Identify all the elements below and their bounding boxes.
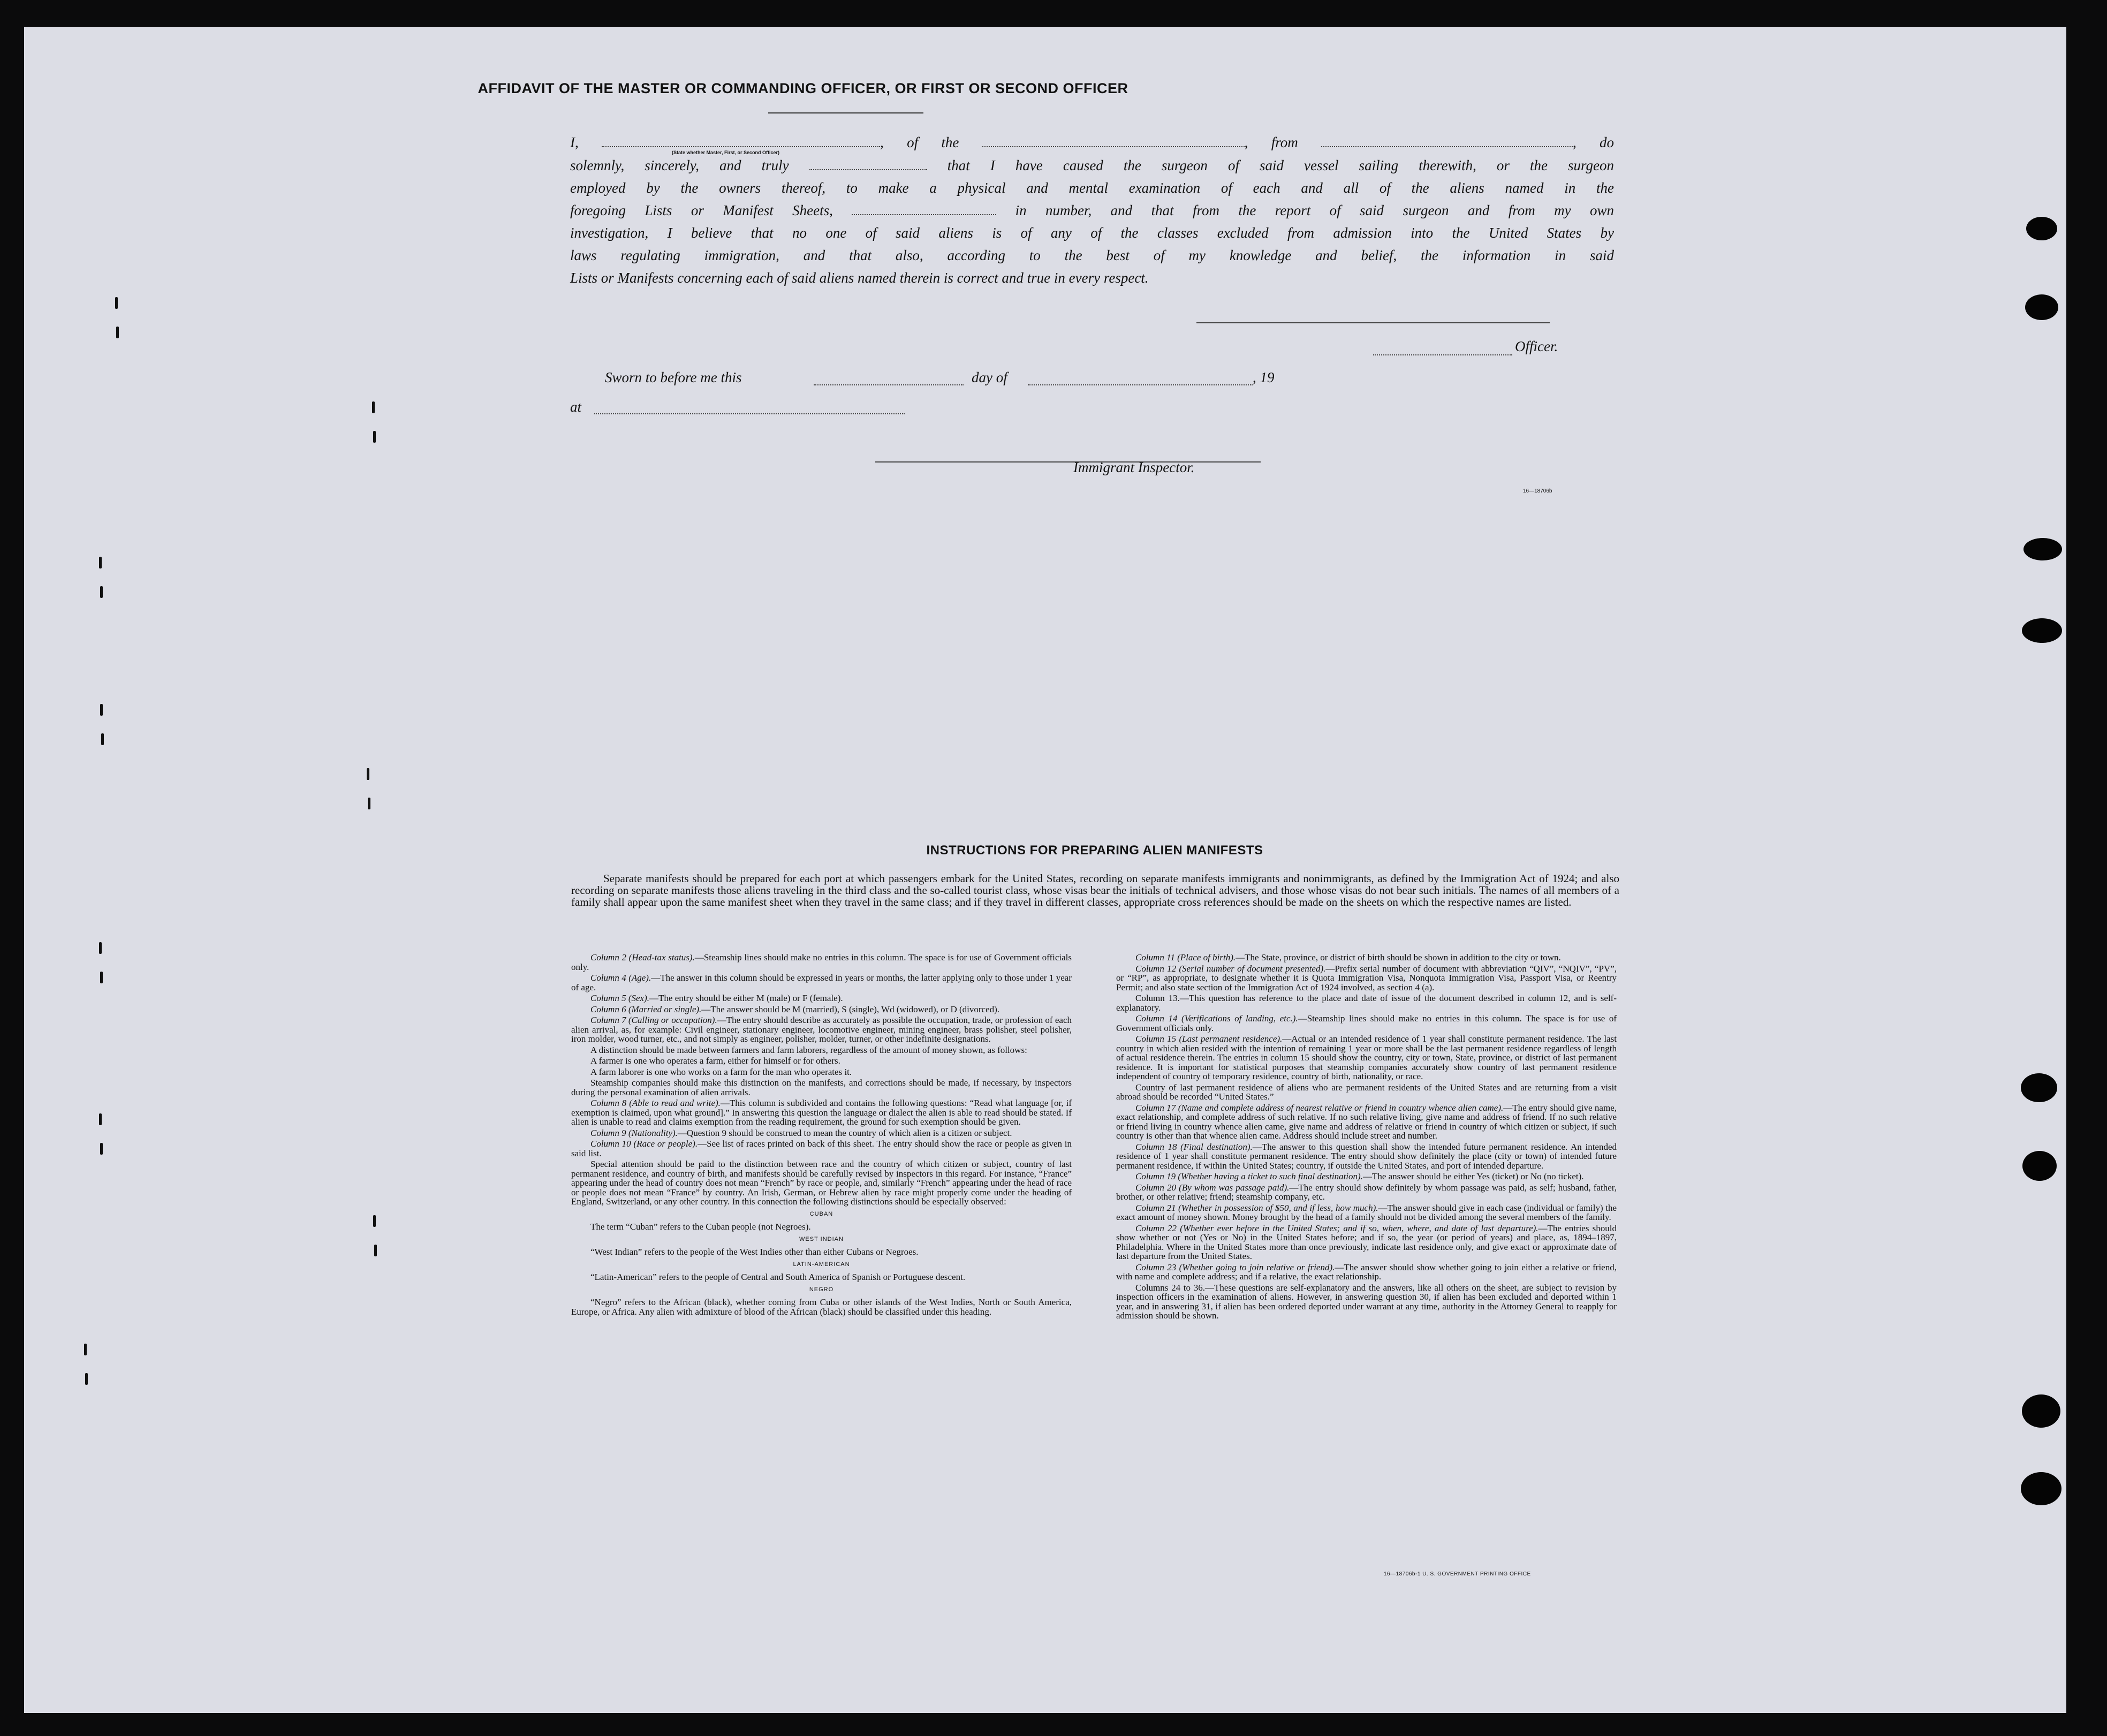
subheading-cuban: CUBAN [809, 1210, 833, 1217]
margin-mark [115, 297, 118, 309]
instructions-intro: Separate manifests should be prepared for each port at which passengers embark for the United States, recording on separate manifests immigrants and nonimmigrants, as defined by the Immigration Act of 1924; and also recording on separate manifests those aliens traveling in the third class and the so-called tourist class, whose visas bear the initials of technical advisers, and those whose visas do not bear such initials. The names of all members of a family shall appear upon the same manifest sheet when they travel in the same class; and if they travel in different classes, appropriate cross references should be made on the sheets on which the respective names are listed. [571, 872, 1619, 908]
instruction-paragraph [1116, 1224, 1617, 1261]
column-heading: Column 20 (By whom was passage paid). [1135, 1182, 1290, 1193]
alien-count-blank[interactable] [852, 204, 996, 215]
text: in number, and that from the report of said surgeon and from my own [1015, 202, 1615, 218]
column-heading: Column 5 (Sex). [590, 993, 650, 1003]
port-from-blank[interactable] [1321, 137, 1573, 147]
text: , of the [880, 134, 959, 150]
instruction-paragraph [571, 1015, 1072, 1044]
column-heading: Column 8 (Able to read and write). [590, 1098, 721, 1108]
inspector-label: Immigrant Inspector. [1073, 459, 1195, 475]
column-heading: Column 9 (Nationality). [590, 1127, 678, 1138]
column-heading: Column 4 (Age). [590, 973, 651, 983]
text: —The entry should be either M (male) or F (female). [649, 993, 843, 1003]
margin-mark [100, 1143, 103, 1155]
text: —Question 9 should be construed to mean the country of which alien is a citizen or subject. [677, 1127, 1012, 1138]
instruction-paragraph [1116, 1142, 1617, 1171]
punch-hole [2026, 217, 2057, 240]
affidavit-line [570, 199, 1614, 222]
margin-mark [116, 327, 119, 338]
margin-mark [99, 1113, 102, 1125]
text: —This question has reference to the place and date of issue of the document described in column 12, and is self-explanatory. [1116, 993, 1617, 1013]
margin-mark [368, 798, 370, 809]
column-heading: Column 21 (Whether in possession of $50, and if less, how much). [1135, 1202, 1378, 1213]
instruction-paragraph [571, 1128, 1072, 1138]
day-of-text: day of [972, 369, 1007, 385]
signature-line[interactable] [1196, 322, 1550, 323]
instructions-left-column [571, 953, 1072, 1601]
margin-mark [373, 431, 376, 443]
instruction-paragraph [1116, 1263, 1617, 1282]
column-heading: Column 14 (Verifications of landing, etc.). [1135, 1013, 1298, 1024]
instruction-paragraph [1116, 1203, 1617, 1222]
instruction-paragraph [571, 973, 1072, 992]
punch-hole [2023, 538, 2062, 560]
margin-mark [100, 586, 103, 598]
instruction-paragraph [1116, 1103, 1617, 1141]
column-heading: Column 7 (Calling or occupation). [590, 1015, 717, 1025]
text: —The answer in this column should be expressed in years or months, the latter applying only to those under 1 year of age. [571, 973, 1072, 992]
punch-hole [2022, 618, 2062, 643]
text: —The answer should give in each case (individual or family) the exact amount of money shown. Money brought by the head of a family should not be divided among the several members of the family. [1116, 1202, 1617, 1222]
instruction-paragraph [1116, 953, 1617, 962]
column-heading: Column 17 (Name and complete address of nearest relative or friend in country whence alien came). [1135, 1102, 1504, 1113]
instruction-paragraph [1116, 994, 1617, 1012]
punch-hole [2022, 1151, 2057, 1181]
text: laws regulating immigration, and that also, according to the best of my knowledge and belief, the information in said [570, 247, 1614, 263]
subheading-latin-american: LATIN-AMERICAN [793, 1261, 850, 1268]
text: —The answer should be M (married), S (single), Wd (widowed), or D (divorced). [701, 1004, 1000, 1014]
margin-mark [100, 972, 103, 983]
instruction-paragraph: “West Indian” refers to the people of the West Indies other than either Cubans or Negroes. [590, 1247, 919, 1257]
instruction-paragraph: A farmer is one who operates a farm, either for himself or for others. [590, 1056, 840, 1066]
margin-mark [99, 557, 102, 568]
instruction-paragraph [571, 1098, 1072, 1127]
text: , from [1244, 134, 1298, 150]
instruction-paragraph: Columns 24 to 36.—These questions are self-explanatory and the answers, like all others on the sheet, are subject to revision by inspection officers in the examination of aliens. However, in answering question 30, if alien has been excluded and deported within 1 year, and in answering 31, if alien has been ordered deported under warrant at any time, authority in the Attorney General to reapply for admission should be shown. [1116, 1282, 1617, 1321]
instruction-paragraph: “Latin-American” refers to the people of Central and South America of Spanish or Portuguese descent. [590, 1272, 966, 1282]
text: —The entry should show definitely by whom passage was paid, as self; husband, father, brother, or other relative; friend; steamship company, etc. [1116, 1182, 1617, 1202]
affidavit-line [570, 177, 1614, 199]
title-rule [768, 112, 923, 113]
sworn-text: Sworn to before me this [605, 369, 742, 385]
column-heading: Column 15 (Last permanent residence). [1135, 1034, 1283, 1044]
text: —See list of races printed on back of this sheet. The entry should show the race or people as given in said list. [571, 1139, 1072, 1158]
text: that I have caused the surgeon of said vessel sailing therewith, or the surgeon [947, 157, 1615, 173]
margin-mark [100, 704, 103, 716]
blank[interactable] [809, 160, 927, 170]
text: —The answer should be either Yes (ticket) or No (no ticket). [1362, 1171, 1584, 1181]
affidavit-line [570, 222, 1614, 244]
punch-hole [2021, 1073, 2057, 1102]
margin-mark [374, 1245, 377, 1256]
subheading-west-indian: WEST INDIAN [799, 1235, 844, 1242]
text: —Actual or an intended residence of 1 year shall constitute permanent residence. The last country in which alien resided with the intention of remaining 1 year or more shall be the last permanent residence regardless of length of actual residence therein. The entries in column 15 should show the country, city or town, State, province, or district of last permanent residence. It is important for statistical purposes that steamship companies accurately show country of last permanent residence independent of country of temporary residence, country of birth, nationality, or race. [1116, 1034, 1617, 1081]
instruction-paragraph: A distinction should be made between farmers and farm laborers, regardless of the amount of money shown, as follows: [590, 1044, 1027, 1055]
text: I, [570, 134, 579, 150]
text: , do [1573, 134, 1615, 150]
instruction-paragraph [571, 1005, 1072, 1014]
vessel-name-blank[interactable] [982, 137, 1245, 147]
affidavit-line [570, 154, 1614, 177]
text: Lists or Manifests concerning each of said aliens named therein is correct and true in every respect. [570, 270, 1149, 286]
text: investigation, I believe that no one of said aliens is of any of the classes excluded from admission into the United States by [570, 225, 1614, 241]
sworn-place-blank[interactable] [594, 413, 905, 414]
instruction-paragraph [1116, 1014, 1617, 1033]
text: —The entry should describe as accurately as possible the occupation, trade, or profession of each alien arrival, as, for example: Civil engineer, stationary engineer, locomotive engineer, mining engineer, brass polisher, steel polisher, iron molder, wood turner, etc., and not simply as engineer, polisher, molder, turner, or other indefinite designations. [571, 1015, 1072, 1044]
officer-rank-blank[interactable] [602, 137, 880, 147]
margin-mark [367, 768, 369, 780]
punch-hole [2025, 294, 2058, 320]
instruction-paragraph [571, 953, 1072, 972]
instruction-paragraph: The term “Cuban” refers to the Cuban people (not Negroes). [590, 1222, 811, 1232]
instruction-paragraph: “Negro” refers to the African (black), whether coming from Cuba or other islands of the West Indies, North or South America, Europe, or Africa. Any alien with admixture of blood of the African (black) should be classified under this heading. [571, 1297, 1072, 1317]
text: —The entries should show whether or not (Yes or No) in the United States before; and if so, the year (or period of years) and place, as, 1894–1897, Philadelphia. Where in the United States more than once previously, indicate last residence only, and give exact or approximate date of last departure from the United States. [1116, 1223, 1617, 1261]
text: —The entry should give name, exact relationship, and complete address of such relative. If no such relative living, give name and address of friend. If no such relative or friend living in country whence alien came, give name and address of relative or friend in country of which citizen or subject, if such country is other than that whence alien came. Address should include street and number. [1116, 1102, 1617, 1141]
officer-signature-blank[interactable] [1373, 354, 1512, 355]
punch-hole [2021, 1472, 2061, 1505]
sworn-day-blank[interactable] [814, 384, 964, 385]
form-number: 16—18706b [1523, 488, 1552, 494]
text: foregoing Lists or Manifest Sheets, [570, 202, 833, 218]
column-heading: Column 12 (Serial number of document presented). [1135, 963, 1326, 974]
text: employed by the owners thereof, to make a physical and mental examination of each and all of the aliens named in the [570, 180, 1614, 196]
instruction-paragraph [1116, 1172, 1617, 1181]
instruction-paragraph [571, 1139, 1072, 1158]
margin-mark [99, 942, 102, 954]
year-text: , 19 [1253, 369, 1275, 385]
instruction-paragraph [571, 994, 1072, 1003]
sworn-month-blank[interactable] [1028, 384, 1253, 385]
inspector-signature-line[interactable] [875, 461, 1261, 463]
manifest-page [24, 27, 2066, 1713]
column-heading: Column 18 (Final destination). [1135, 1141, 1253, 1152]
instruction-paragraph: A farm laborer is one who works on a farm for the man who operates it. [590, 1066, 852, 1077]
rank-note: (State whether Master, First, or Second Officer) [672, 150, 780, 155]
margin-mark [84, 1344, 87, 1355]
instruction-paragraph: Special attention should be paid to the distinction between race and the country of which citizen or subject, country of last permanent residence, and country of birth, and manifests should be carefully revised by inspectors in this regard. For instance, “France” appearing under the head of country does not mean “French” by race or people, and, similarly “French” appearing under the head of race or people does not mean “France” by country. An Irish, German, or Hebrew alien by race might properly come under the heading of England, Switzerland, or any other country. In this connection the following distinctions should be especially observed: [571, 1159, 1072, 1207]
margin-mark [373, 1215, 376, 1227]
instructions-right-column [1116, 953, 1617, 1601]
instruction-paragraph [1116, 1183, 1617, 1202]
instruction-paragraph [1116, 1034, 1617, 1081]
affidavit-line [570, 244, 1614, 267]
instruction-paragraph [1116, 964, 1617, 992]
text: —Steamship lines should make no entries in this column. The space is for use of Government officials only. [1116, 1013, 1617, 1033]
margin-mark [85, 1373, 88, 1385]
text: —This column is subdivided and contains the following questions: “Read what language [or, if exemption is claimed, upon what ground].” In answering this question the language or dialect the alien is able to read should be stated. If alien is unable to read and claims exemption from the reading requirement, the ground for such exemption should be given. [571, 1098, 1072, 1127]
column-heading: Column 23 (Whether going to join relative or friend). [1135, 1262, 1335, 1272]
column-heading: Column 11 (Place of birth). [1135, 953, 1236, 962]
text: —The State, province, or district of birth should be shown in addition to the city or town. [1236, 953, 1561, 962]
punch-hole [2022, 1394, 2060, 1428]
affidavit-line [570, 267, 1427, 289]
column-heading: Column 6 (Married or single). [590, 1004, 702, 1014]
text: —The answer to this question shall show the intended future permanent residence. An intended residence of 1 year shall constitute permanent residence. The entry should show definitely the place (city or town) of intended future permanent residence, if within the United States; country, if outside the United States, and port of intended departure. [1116, 1141, 1617, 1171]
text: —The answer should show whether going to join either a relative or friend, with name and complete address; and if a relative, the exact relationship. [1116, 1262, 1617, 1282]
margin-mark [101, 733, 104, 745]
column-heading: Column 13. [1135, 993, 1180, 1003]
text: —Steamship lines should make no entries in this column. The space is for use of Government officials only. [571, 953, 1072, 972]
margin-mark [372, 401, 375, 413]
column-heading: Column 22 (Whether ever before in the United States; and if so, when, where, and date of last departure). [1135, 1223, 1538, 1233]
printing-office-imprint: 16—18706b-1 U. S. GOVERNMENT PRINTING OFFICE [1384, 1571, 1531, 1577]
text: solemnly, sincerely, and truly [570, 157, 789, 173]
text: —Prefix serial number of document with abbreviation “QIV”, “NQIV”, “PV”, or “RP”, as appropriate, to designate whether it is Quota Immigration Visa, Nonquota Immigration Visa, Passport Visa, or Reentry Permit; and also state section of the Immigration Act of 1924 involved, as section 4 (a). [1116, 963, 1617, 992]
instruction-paragraph: Country of last permanent residence of aliens who are permanent residents of the United States and are returning from a visit abroad should be recorded “United States.” [1116, 1082, 1617, 1102]
officer-label: Officer. [1515, 338, 1558, 354]
at-text: at [570, 399, 582, 415]
instruction-paragraph: Steamship companies should make this distinction on the manifests, and corrections should be made, if necessary, by inspectors during the personal examination of alien arrivals. [571, 1078, 1072, 1097]
column-heading: Column 19 (Whether having a ticket to such final destination). [1135, 1171, 1363, 1181]
subheading-negro: NEGRO [809, 1286, 834, 1293]
column-heading: Column 10 (Race or people). [590, 1139, 698, 1149]
column-heading: Column 2 (Head-tax status). [590, 953, 695, 962]
instructions-title: INSTRUCTIONS FOR PREPARING ALIEN MANIFESTS [926, 843, 1263, 858]
affidavit-title: AFFIDAVIT OF THE MASTER OR COMMANDING OFFICER, OR FIRST OR SECOND OFFICER [478, 80, 1128, 96]
